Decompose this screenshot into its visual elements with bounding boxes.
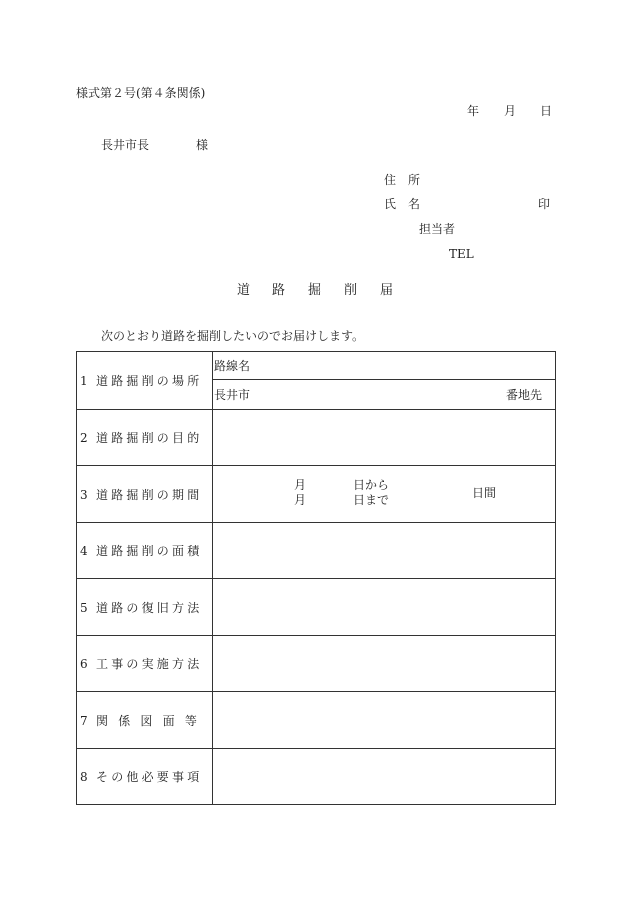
row-label-method: 6 工事の実施方法 bbox=[77, 636, 213, 692]
seal-mark: 印 bbox=[538, 197, 551, 211]
row-label-drawings: 7 関 係 図 面 等 bbox=[77, 692, 213, 749]
table-row bbox=[77, 749, 556, 805]
application-table bbox=[76, 351, 556, 805]
addressee: 長井市長 bbox=[101, 138, 150, 152]
date-year: 年 bbox=[467, 104, 480, 118]
row-label-other: 8 その他必要事項 bbox=[77, 749, 213, 805]
other-field[interactable] bbox=[213, 749, 556, 805]
intro-text: 次のとおり道路を掘削したいのでお届けします。 bbox=[101, 329, 365, 343]
row-label-restoration: 5 道路の復旧方法 bbox=[77, 579, 213, 636]
table-row bbox=[77, 410, 556, 466]
table-row bbox=[77, 466, 556, 523]
title-char: 道 bbox=[237, 283, 251, 298]
address-label: 住 所 bbox=[384, 173, 421, 187]
method-field[interactable] bbox=[213, 636, 556, 692]
restoration-field[interactable] bbox=[213, 579, 556, 636]
date-day: 日 bbox=[540, 104, 553, 118]
row-label-location: 1 道路掘削の場所 bbox=[77, 352, 213, 410]
table-row bbox=[77, 692, 556, 749]
row-label-area: 4 道路掘削の面積 bbox=[77, 523, 213, 579]
date-month: 月 bbox=[504, 104, 517, 118]
title-char: 削 bbox=[344, 283, 358, 298]
title-char: 掘 bbox=[308, 283, 322, 298]
table-row bbox=[77, 352, 556, 380]
row-label-purpose: 2 道路掘削の目的 bbox=[77, 410, 213, 466]
row-label-period: 3 道路掘削の期間 bbox=[77, 466, 213, 523]
drawings-field[interactable] bbox=[213, 692, 556, 749]
form-number: 様式第２号(第４条関係) bbox=[76, 86, 206, 100]
contact-label: 担当者 bbox=[419, 222, 456, 236]
name-label: 氏 名 bbox=[384, 197, 421, 211]
table-row bbox=[77, 579, 556, 636]
table-row bbox=[77, 636, 556, 692]
table-row bbox=[77, 523, 556, 579]
tel-label: TEL bbox=[449, 247, 474, 261]
purpose-field[interactable] bbox=[213, 410, 556, 466]
addressee-suffix: 様 bbox=[196, 138, 209, 152]
title-char: 届 bbox=[380, 283, 394, 298]
route-name-field[interactable]: 路線名 bbox=[213, 352, 556, 380]
area-field[interactable] bbox=[213, 523, 556, 579]
period-field[interactable]: 月 日から 月 日まで 日間 bbox=[213, 466, 556, 523]
city-field[interactable]: 長井市 番地先 bbox=[213, 380, 556, 410]
title-char: 路 bbox=[272, 283, 286, 298]
